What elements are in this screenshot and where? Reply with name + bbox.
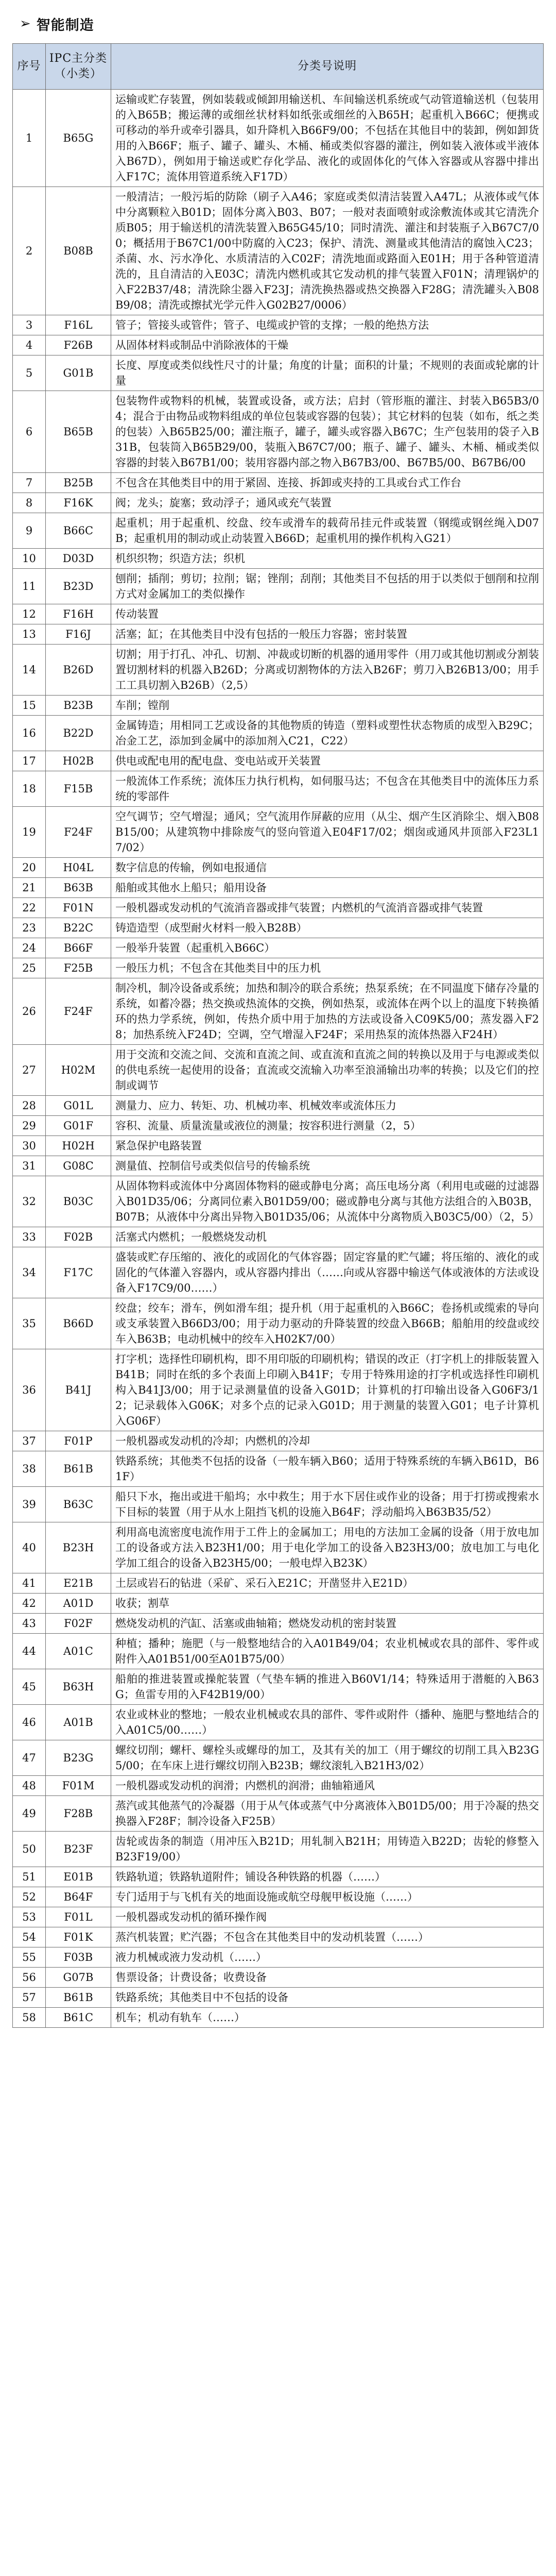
table-row <box>13 391 544 473</box>
row-seq: 39 <box>13 1487 46 1522</box>
row-description: 机织织物；织造方法；织机 <box>111 549 544 569</box>
row-ipc-code: B23F <box>46 1832 111 1867</box>
row-seq: 53 <box>13 1907 46 1927</box>
table-row <box>13 696 544 716</box>
row-description: 从固体物料或流体中分离固体物料的磁或静电分离；高压电场分离（利用电或磁的过滤器入B01D35/06；分离同位素入B01D59/00；磁或静电分离与其他方法组合的入B03B，B07B；从液体中分离出异物入B01D35/06；从流体中分离物质入B03C5/00）（2，5） <box>111 1176 544 1227</box>
row-description: 燃烧发动机的汽缸、活塞或曲轴箱；燃烧发动机的密封装置 <box>111 1614 544 1634</box>
row-ipc-code: F01K <box>46 1927 111 1947</box>
row-description: 测量力、应力、转矩、功、机械功率、机械效率或流体压力 <box>111 1096 544 1116</box>
row-ipc-code: E21B <box>46 1573 111 1594</box>
row-seq: 30 <box>13 1136 46 1156</box>
row-seq: 9 <box>13 513 46 549</box>
row-description: 车削；镗削 <box>111 696 544 716</box>
row-seq: 49 <box>13 1796 46 1832</box>
row-description: 起重机；用于起重机、绞盘、绞车或滑车的载荷吊挂元件或装置（钢缆或钢丝绳入D07B；起重机用的制动或止动装置入B66D；起重机用的操作机构入G21） <box>111 513 544 549</box>
row-ipc-code: F17C <box>46 1247 111 1298</box>
row-description: 一般压力机；不包含在其他类目中的压力机 <box>111 958 544 978</box>
table-row <box>13 1947 544 1968</box>
table-row <box>13 1136 544 1156</box>
table-row <box>13 807 544 858</box>
row-seq: 32 <box>13 1176 46 1227</box>
row-seq: 38 <box>13 1451 46 1487</box>
table-row <box>13 1298 544 1349</box>
row-description: 船舶或其他水上船只；船用设备 <box>111 878 544 898</box>
row-seq: 28 <box>13 1096 46 1116</box>
row-seq: 36 <box>13 1349 46 1431</box>
table-row <box>13 1096 544 1116</box>
row-description: 蒸汽机装置；贮汽器；不包含在其他类目中的发动机装置（……） <box>111 1927 544 1947</box>
row-description: 不包含在其他类目中的用于紧固、连接、拆卸或夹持的工具或台式工作台 <box>111 473 544 493</box>
row-ipc-code: G08C <box>46 1156 111 1176</box>
row-seq: 41 <box>13 1573 46 1594</box>
table-row <box>13 1349 544 1431</box>
row-ipc-code: D03D <box>46 549 111 569</box>
section-title: 智能制造 <box>36 17 94 33</box>
row-ipc-code: B08B <box>46 187 111 315</box>
row-seq: 19 <box>13 807 46 858</box>
row-description: 螺纹切削；螺杆、螺栓头或螺母的加工，及其有关的加工（用于螺纹的切削工具入B23G5/00；在车床上进行螺纹切削入B23B；螺纹滚轧入B21H3/02） <box>111 1740 544 1776</box>
row-ipc-code: F15B <box>46 771 111 807</box>
row-ipc-code: A01D <box>46 1594 111 1614</box>
row-ipc-code: F02B <box>46 1227 111 1247</box>
row-seq: 7 <box>13 473 46 493</box>
table-row <box>13 1227 544 1247</box>
row-ipc-code: H02M <box>46 1045 111 1096</box>
table-row <box>13 624 544 645</box>
row-ipc-code: B61B <box>46 1451 111 1487</box>
row-ipc-code: F16K <box>46 493 111 513</box>
row-ipc-code: B26D <box>46 645 111 696</box>
row-ipc-code: B61C <box>46 2008 111 2028</box>
row-ipc-code: F16L <box>46 315 111 335</box>
table-row <box>13 1705 544 1740</box>
row-seq: 35 <box>13 1298 46 1349</box>
row-description: 刨削；插削；剪切；拉削；锯；锉削；刮削；其他类目不包括的用于以类似于刨削和拉削方式对金属加工的类似操作 <box>111 569 544 604</box>
table-row <box>13 1740 544 1776</box>
table-row <box>13 355 544 391</box>
row-description: 液力机械或液力发动机（……） <box>111 1947 544 1968</box>
row-description: 一般流体工作系统；流体压力执行机构，如伺服马达；不包含在其他类目中的流体压力系统的零部件 <box>111 771 544 807</box>
header-description: 分类号说明 <box>111 44 544 90</box>
section-heading <box>20 14 544 33</box>
table-header-row <box>13 44 544 90</box>
row-ipc-code: B23D <box>46 569 111 604</box>
row-ipc-code: B61B <box>46 1988 111 2008</box>
row-seq: 34 <box>13 1247 46 1298</box>
table-row <box>13 473 544 493</box>
row-description: 活塞式内燃机；一般燃烧发动机 <box>111 1227 544 1247</box>
table-row <box>13 2008 544 2028</box>
table-row <box>13 187 544 315</box>
row-description: 专门适用于与飞机有关的地面设施或航空母舰甲板设施（……） <box>111 1887 544 1907</box>
table-row <box>13 978 544 1045</box>
row-description: 机车；机动有轨车（……） <box>111 2008 544 2028</box>
row-ipc-code: F25B <box>46 958 111 978</box>
row-description: 空气调节；空气增湿；通风；空气流用作屏蔽的应用（从尘、烟产生区消除尘、烟入B08B15/00；从建筑物中排除废气的竖向管道入E04F17/02；烟囱或通风井顶部入F23L17/02） <box>111 807 544 858</box>
row-ipc-code: B64F <box>46 1887 111 1907</box>
table-row <box>13 549 544 569</box>
row-seq: 57 <box>13 1988 46 2008</box>
row-description: 绞盘；绞车；滑车，例如滑车组；提升机（用于起重机的入B66C；卷扬机或缆索的导向或支承装置入B66D3/00；用于动力驱动的升降装置的绞盘入B66B；船舶用的绞盘或绞车入B63B；电动机械中的绞车入H02K7/00） <box>111 1298 544 1349</box>
table-row <box>13 771 544 807</box>
table-row <box>13 938 544 958</box>
row-ipc-code: B22C <box>46 918 111 938</box>
row-seq: 6 <box>13 391 46 473</box>
row-description: 阀；龙头；旋塞；致动浮子；通风或充气装置 <box>111 493 544 513</box>
row-seq: 31 <box>13 1156 46 1176</box>
row-seq: 50 <box>13 1832 46 1867</box>
row-description: 金属铸造；用相同工艺或设备的其他物质的铸造（塑料或塑性状态物质的成型入B29C；冶金工艺，添加到金属中的添加剂入C21，C22） <box>111 716 544 751</box>
row-description: 一般机器或发动机的气流消音器或排气装置；内燃机的气流消音器或排气装置 <box>111 898 544 918</box>
row-seq: 46 <box>13 1705 46 1740</box>
row-ipc-code: B22D <box>46 716 111 751</box>
table-row <box>13 898 544 918</box>
row-seq: 16 <box>13 716 46 751</box>
row-ipc-code: G07B <box>46 1968 111 1988</box>
row-description: 制冷机，制冷设备或系统；加热和制冷的联合系统；热泵系统；在不同温度下储存冷量的系统，如蓄冷器；热交换或热流体的交换，例如热泵，或流体在两个以上的温度下转换循环的热力学系统，例如，传热介质中用于加热的方法或设备入C09K5/00；蒸发器入F28；加热系统入F24D；空调，空气增湿入F24F；采用热泵的流体热器入F24H） <box>111 978 544 1045</box>
table-row <box>13 493 544 513</box>
table-body <box>13 90 544 2028</box>
header-ipc-code: IPC主分类（小类） <box>46 44 111 90</box>
table-row <box>13 716 544 751</box>
row-ipc-code: F03B <box>46 1947 111 1968</box>
table-row <box>13 918 544 938</box>
row-description: 切割；用于打孔、冲孔、切割、冲裁或切断的机器的通用零件（用刀或其他切割或分割装置切割材料的机器入B26D；分离或切割物体的方法入B26F；剪刀入B26B13/00；用手工工具切割入B26B）（2,5） <box>111 645 544 696</box>
row-ipc-code: H02H <box>46 1136 111 1156</box>
table-row <box>13 1907 544 1927</box>
table-row <box>13 1968 544 1988</box>
row-ipc-code: B65B <box>46 391 111 473</box>
row-seq: 37 <box>13 1431 46 1451</box>
row-description: 供电或配电用的配电盘、变电站或开关装置 <box>111 751 544 771</box>
row-ipc-code: B66F <box>46 938 111 958</box>
table-row <box>13 1927 544 1947</box>
row-description: 传动装置 <box>111 604 544 624</box>
table-row <box>13 1776 544 1796</box>
arrow-right-icon: ➢ <box>20 16 31 31</box>
row-description: 用于交流和交流之间、交流和直流之间、或直流和直流之间的转换以及用于与电源或类似的供电系统一起使用的设备；直流或交流输入功率至浪涌输出功率的转换；以及它们的控制或调节 <box>111 1045 544 1096</box>
row-ipc-code: B66D <box>46 1298 111 1349</box>
row-ipc-code: B23G <box>46 1740 111 1776</box>
table-row <box>13 513 544 549</box>
row-description: 种植；播种；施肥（与一般整地结合的入A01B49/04；农业机械或农具的部件、零件或附件入A01B51/00至A01B75/00） <box>111 1634 544 1669</box>
row-seq: 14 <box>13 645 46 696</box>
row-seq: 44 <box>13 1634 46 1669</box>
row-seq: 18 <box>13 771 46 807</box>
row-ipc-code: F16J <box>46 624 111 645</box>
row-ipc-code: B63C <box>46 1487 111 1522</box>
row-ipc-code: B23B <box>46 696 111 716</box>
row-description: 铸造造型（成型耐火材料一般入B28B） <box>111 918 544 938</box>
row-description: 从固体材料或制品中消除液体的干燥 <box>111 335 544 355</box>
table-row <box>13 958 544 978</box>
row-seq: 55 <box>13 1947 46 1968</box>
table-row <box>13 1669 544 1705</box>
row-ipc-code: B63H <box>46 1669 111 1705</box>
row-description: 打字机；选择性印刷机构，即不用印版的印刷机构；错误的改正（打字机上的排版装置入B41B；同时在纸的多个表面上印刷入B41F；专用于特殊用途的打字机或选择性印刷机构入B41J3/00；用于记录测量值的设备入G01D；计算机的打印输出设备入G06F3/12；记录载体入G06K；对多个点的记录入G01D；用于测量的装置入G01；电子计算机入G06F） <box>111 1349 544 1431</box>
row-ipc-code: B03C <box>46 1176 111 1227</box>
row-description: 活塞；缸；在其他类目中没有包括的一般压力容器；密封装置 <box>111 624 544 645</box>
row-seq: 17 <box>13 751 46 771</box>
row-seq: 45 <box>13 1669 46 1705</box>
row-ipc-code: F01M <box>46 1776 111 1796</box>
row-ipc-code: H04L <box>46 858 111 878</box>
row-description: 一般举升装置（起重机入B66C） <box>111 938 544 958</box>
row-seq: 3 <box>13 315 46 335</box>
header-seq: 序号 <box>13 44 46 90</box>
row-ipc-code: G01L <box>46 1096 111 1116</box>
row-seq: 12 <box>13 604 46 624</box>
table-row <box>13 1594 544 1614</box>
row-description: 铁路系统；其他类不包括的设备（一般车辆入B60；适用于特殊系统的车辆入B61D，B61F） <box>111 1451 544 1487</box>
row-seq: 13 <box>13 624 46 645</box>
row-ipc-code: F02F <box>46 1614 111 1634</box>
row-description: 齿轮或齿条的制造（用冲压入B21D；用轧制入B21H；用铸造入B22D；齿轮的修整入B23F19/00） <box>111 1832 544 1867</box>
row-seq: 11 <box>13 569 46 604</box>
row-description: 蒸汽或其他蒸气的冷凝器（用于从气体或蒸气中分离液体入B01D5/00；用于冷凝的热交换器入F28F；制冷设备入F25B） <box>111 1796 544 1832</box>
row-description: 农业或林业的整地；一般农业机械或农具的部件、零件或附件（播种、施肥与整地结合的入A01C5/00……） <box>111 1705 544 1740</box>
row-ipc-code: F24F <box>46 978 111 1045</box>
row-seq: 21 <box>13 878 46 898</box>
row-ipc-code: B25B <box>46 473 111 493</box>
row-description: 一般机器或发动机的循环操作阀 <box>111 1907 544 1927</box>
row-ipc-code: E01B <box>46 1867 111 1887</box>
row-seq: 48 <box>13 1776 46 1796</box>
row-seq: 51 <box>13 1867 46 1887</box>
table-row <box>13 1451 544 1487</box>
table-row <box>13 1796 544 1832</box>
row-ipc-code: A01B <box>46 1705 111 1740</box>
ipc-classification-table <box>12 43 544 2028</box>
row-description: 管子；管接头或管件；管子、电缆或护管的支撑；一般的绝热方法 <box>111 315 544 335</box>
row-seq: 25 <box>13 958 46 978</box>
row-ipc-code: F01N <box>46 898 111 918</box>
row-description: 测量值、控制信号或类似信号的传输系统 <box>111 1156 544 1176</box>
row-description: 一般机器或发动机的润滑；内燃机的润滑；曲轴箱通风 <box>111 1776 544 1796</box>
row-seq: 43 <box>13 1614 46 1634</box>
row-ipc-code: G01F <box>46 1116 111 1136</box>
table-row <box>13 1614 544 1634</box>
table-row <box>13 1116 544 1136</box>
row-ipc-code: F24F <box>46 807 111 858</box>
table-row <box>13 1867 544 1887</box>
row-ipc-code: F16H <box>46 604 111 624</box>
table-row <box>13 645 544 696</box>
row-description: 铁路轨道；铁路轨道附件；铺设各种铁路的机器（……） <box>111 1867 544 1887</box>
row-description: 船只下水，拖出或进干船坞；水中救生；用于水下居住或作业的设备；用于打捞或搜索水下目标的装置（用于从水上阻挡飞机的设施入B64F；浮动船坞入B63B35/52） <box>111 1487 544 1522</box>
table-row <box>13 1487 544 1522</box>
row-seq: 26 <box>13 978 46 1045</box>
row-description: 售票设备；计费设备；收费设备 <box>111 1968 544 1988</box>
row-seq: 10 <box>13 549 46 569</box>
row-description: 盛装或贮存压缩的、液化的或固化的气体容器；固定容量的贮气罐；将压缩的、液化的或固化的气体灌入容器内，或从容器内排出（……向或从容器中输送气体或液体的方法或设备入F17C9/00……） <box>111 1247 544 1298</box>
row-seq: 27 <box>13 1045 46 1096</box>
row-ipc-code: A01C <box>46 1634 111 1669</box>
row-description: 一般机器或发动机的冷却；内燃机的冷却 <box>111 1431 544 1451</box>
row-description: 利用高电流密度电流作用于工件上的金属加工；用电的方法加工金属的设备（用于放电加工的设备或方法入B23H1/00；用于电化学加工的设备入B23H3/00；放电加工与电化学加工组合的设备入B23H5/00；一般电焊入B23K） <box>111 1522 544 1573</box>
table-row <box>13 1887 544 1907</box>
row-seq: 47 <box>13 1740 46 1776</box>
table-row <box>13 1176 544 1227</box>
row-ipc-code: B23H <box>46 1522 111 1573</box>
row-description: 运输或贮存装置，例如装载或倾卸用输送机、车间输送机系统或气动管道输送机（包装用的入B65B；搬运薄的或细丝状材料如纸张或细丝的入B65H；起重机入B66C；便携或可移动的举升或牵引器具，如升降机入B66F9/00；不包括在其他目中的装卸，例如卸货用的入B66F；瓶子、罐子、罐头、木桶、桶或类似容器的灌注，例如装入液体或半液体入B67D），例如用于输送或贮存化学品、液化的或固体化的气体入容器或从容器中排出入F17C；流体用管道系统入F17D） <box>111 90 544 187</box>
table-row <box>13 315 544 335</box>
row-ipc-code: F28B <box>46 1796 111 1832</box>
row-seq: 52 <box>13 1887 46 1907</box>
row-description: 包装物件或物料的机械，装置或设备，或方法；启封（管形瓶的灌注、封装入B65B3/04；混合于由物品或物料组成的单位包装或容器的包装）；其它材料的包装（如布，纸之类的包装）入B65B25/00；灌注瓶子，罐子，罐头或容器入B67C；生产包装用的袋子入B31B，包装筒入B65B29/00，装瓶入B67C7/00；瓶子、罐子、罐头、木桶、桶或类似容器的封装入B67B1/00；装用容器内部之物入B67B3/00、B67B5/00、B67B6/00 <box>111 391 544 473</box>
row-ipc-code: F01P <box>46 1431 111 1451</box>
table-row <box>13 878 544 898</box>
row-seq: 2 <box>13 187 46 315</box>
row-seq: 23 <box>13 918 46 938</box>
table-row <box>13 1045 544 1096</box>
row-description: 土层或岩石的钻进（采矿、采石入E21C；开凿竖井入E21D） <box>111 1573 544 1594</box>
row-seq: 20 <box>13 858 46 878</box>
row-seq: 56 <box>13 1968 46 1988</box>
row-description: 收获；割草 <box>111 1594 544 1614</box>
table-row <box>13 1156 544 1176</box>
table-row <box>13 1988 544 2008</box>
row-description: 铁路系统；其他类目中不包括的设备 <box>111 1988 544 2008</box>
row-seq: 29 <box>13 1116 46 1136</box>
row-ipc-code: B63B <box>46 878 111 898</box>
table-row <box>13 1832 544 1867</box>
row-seq: 54 <box>13 1927 46 1947</box>
row-seq: 8 <box>13 493 46 513</box>
row-seq: 58 <box>13 2008 46 2028</box>
table-row <box>13 1247 544 1298</box>
table-row <box>13 1573 544 1594</box>
row-seq: 24 <box>13 938 46 958</box>
table-row <box>13 1431 544 1451</box>
row-seq: 42 <box>13 1594 46 1614</box>
row-description: 一般清洁；一般污垢的防除（刷子入A46；家庭或类似清洁装置入A47L；从液体或气体中分离颗粒入B01D；固体分离入B03、B07；一般对表面喷射或涂敷流体或其它清洗介质B05；用于输送机的清洗装置入B65G45/10；同时清洗、灌注和封装瓶子入B67C7/00；概括用于B67C1/00中防腐的入C23；保护、清洗、测量或其他清洁的腐蚀入C23；杀菌、水、污水净化、水质清洁的入C02F；清洗地面或路面入E01H；用于各种管道清洗的，且自清洁的入E03C；清洗内燃机或其它发动机的排气装置入F01N；清理锅炉的入F22B37/48；清洗除尘器入F23J；清洗换热器或热交换器入F28G；清洗罐头入B08B9/08；清洗或擦拭光学元件入G02B27/0006） <box>111 187 544 315</box>
table-row <box>13 858 544 878</box>
table-row <box>13 751 544 771</box>
table-row <box>13 335 544 355</box>
row-seq: 5 <box>13 355 46 391</box>
table-row <box>13 569 544 604</box>
row-seq: 4 <box>13 335 46 355</box>
row-ipc-code: G01B <box>46 355 111 391</box>
row-ipc-code: H02B <box>46 751 111 771</box>
table-row <box>13 604 544 624</box>
row-seq: 22 <box>13 898 46 918</box>
row-ipc-code: B65G <box>46 90 111 187</box>
row-description: 数字信息的传输，例如电报通信 <box>111 858 544 878</box>
row-ipc-code: B41J <box>46 1349 111 1431</box>
table-row <box>13 1522 544 1573</box>
row-seq: 15 <box>13 696 46 716</box>
row-description: 紧急保护电路装置 <box>111 1136 544 1156</box>
table-row <box>13 90 544 187</box>
row-description: 船舶的推进装置或操舵装置（气垫车辆的推进入B60V1/14；特殊适用于潜艇的入B63G；鱼雷专用的入F42B19/00） <box>111 1669 544 1705</box>
row-seq: 33 <box>13 1227 46 1247</box>
row-ipc-code: B66C <box>46 513 111 549</box>
row-seq: 40 <box>13 1522 46 1573</box>
table-row <box>13 1634 544 1669</box>
row-seq: 1 <box>13 90 46 187</box>
row-description: 长度、厚度或类似线性尺寸的计量；角度的计量；面积的计量；不规则的表面或轮廓的计量 <box>111 355 544 391</box>
row-description: 容积、流量、质量流量或液位的测量；按容积进行测量（2，5） <box>111 1116 544 1136</box>
row-ipc-code: F01L <box>46 1907 111 1927</box>
row-ipc-code: F26B <box>46 335 111 355</box>
